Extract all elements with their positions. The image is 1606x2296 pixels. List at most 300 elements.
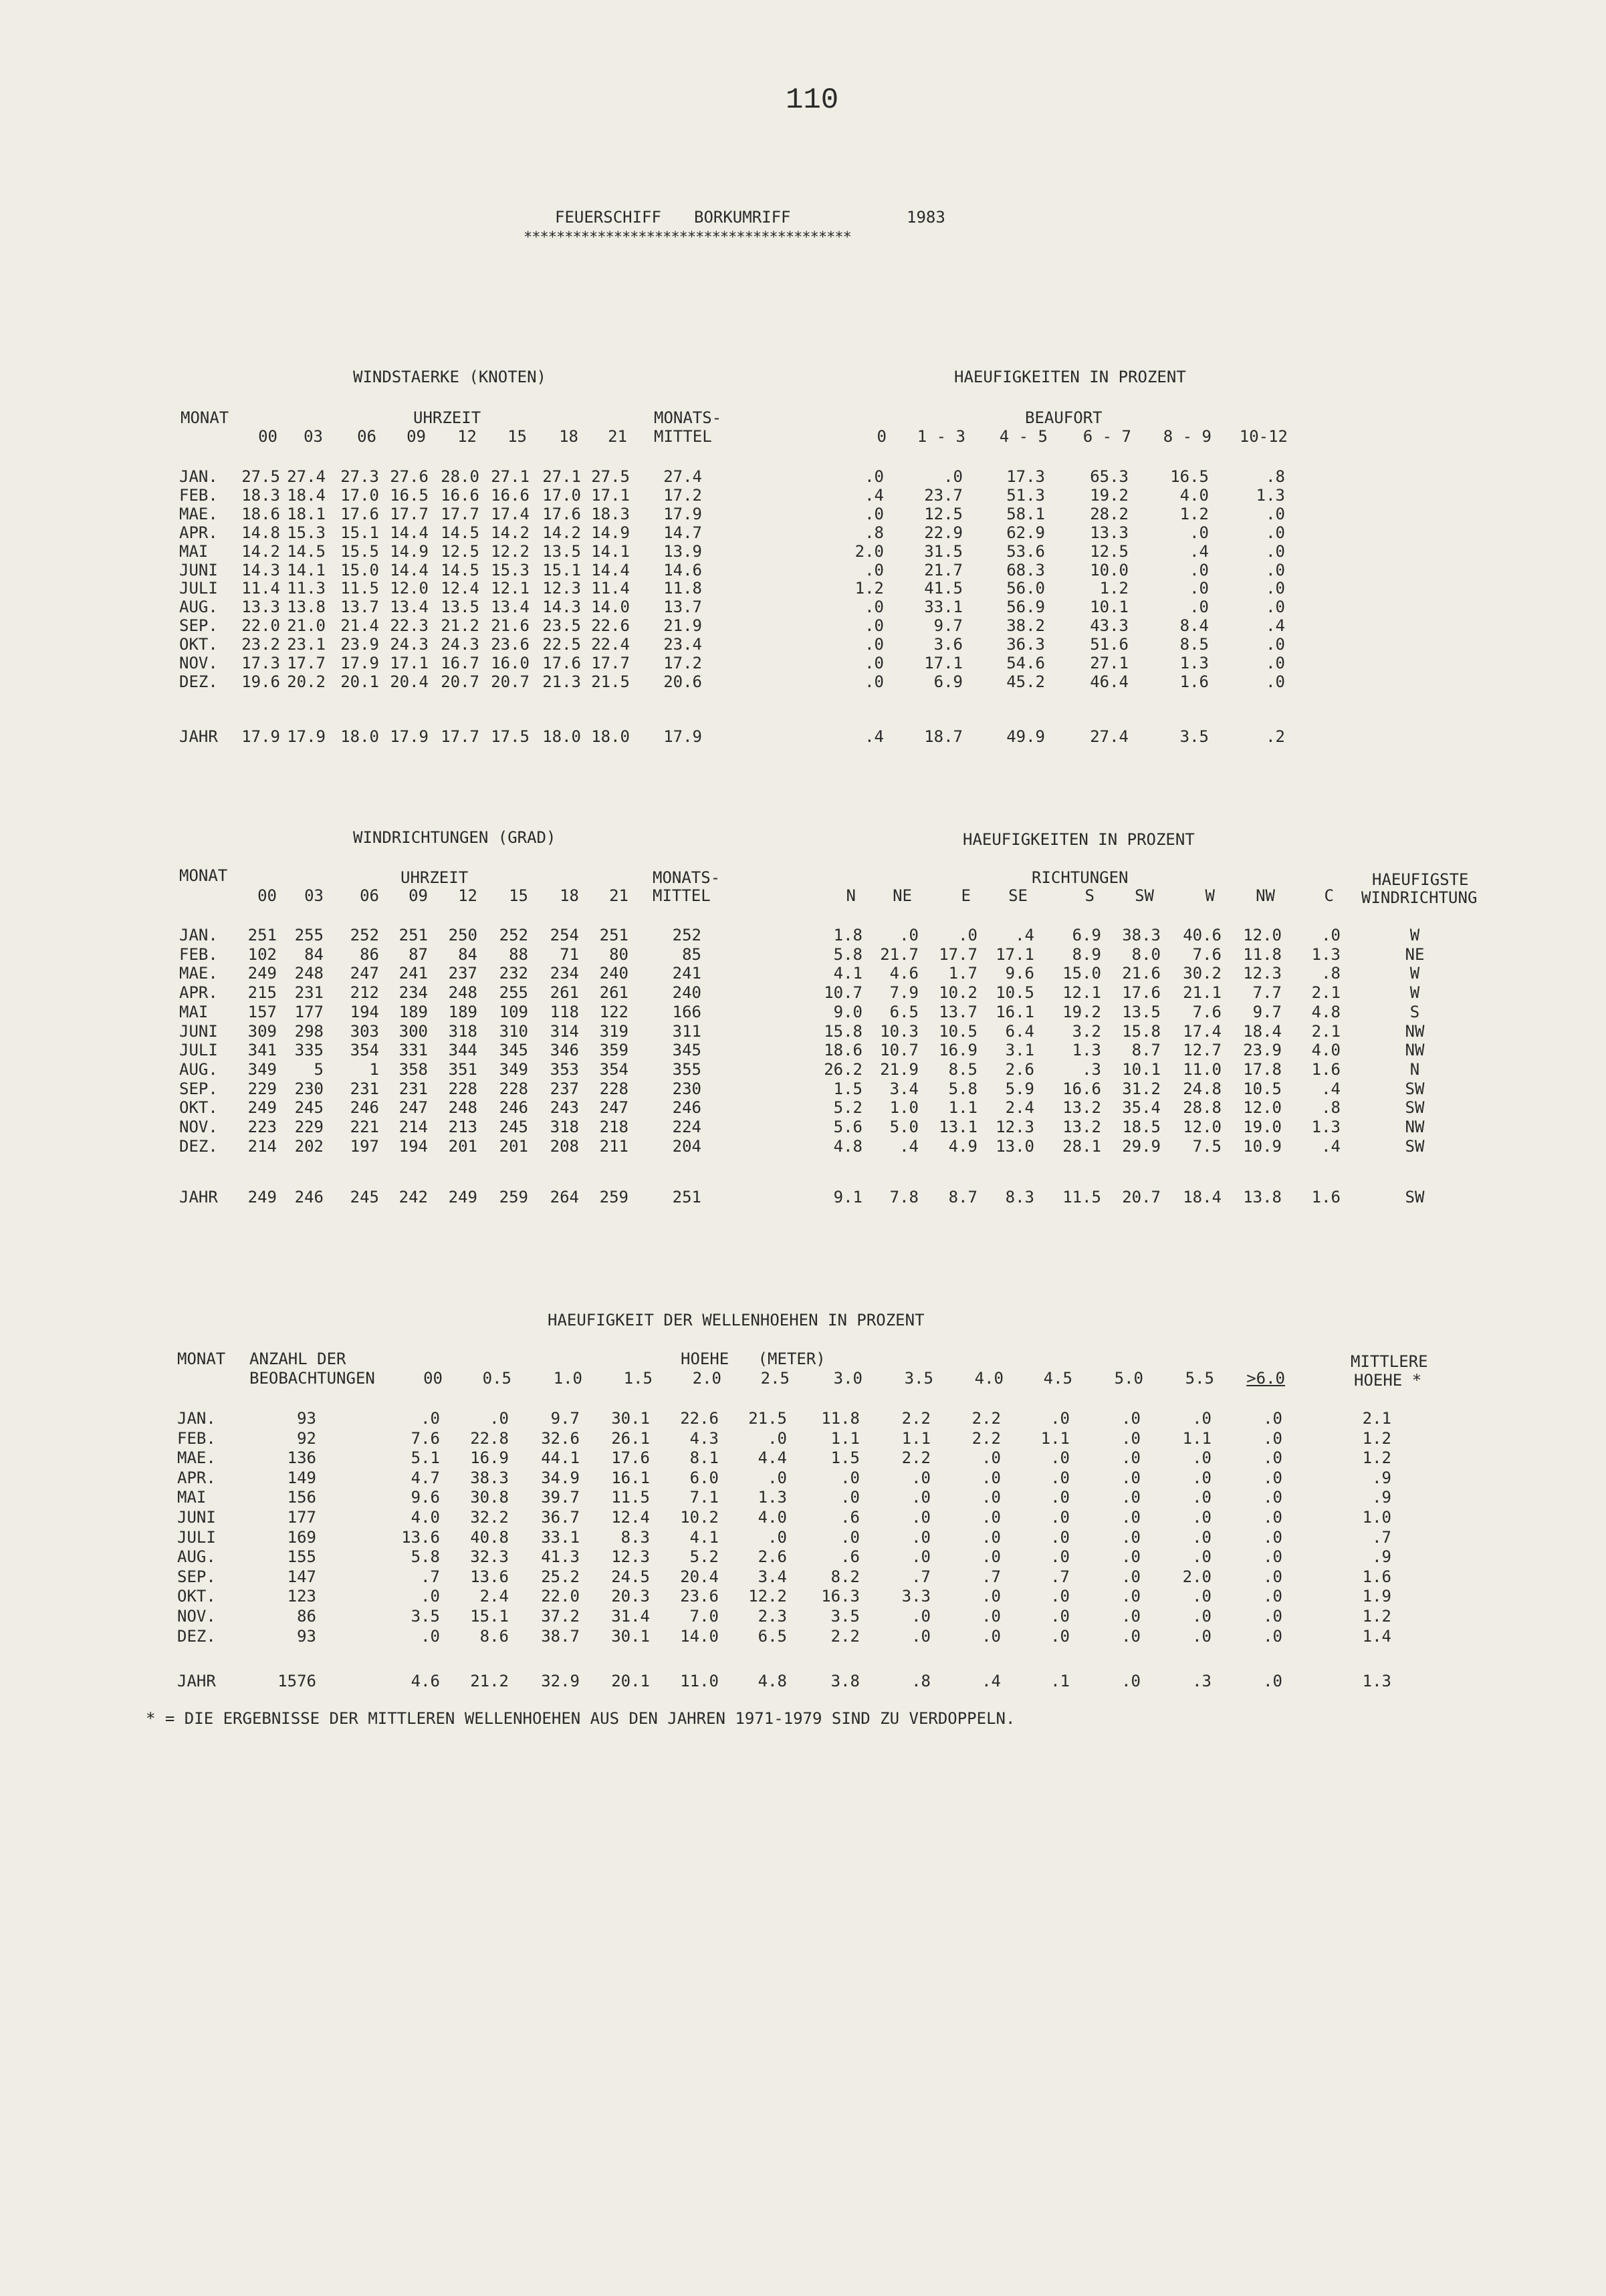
wind-direction-cell: 249 [247, 1098, 277, 1118]
beaufort-frequency-cell: .0 [1189, 560, 1209, 580]
wave-frequency-cell: 34.9 [541, 1468, 580, 1487]
direction-frequency-cell: 11.0 [1183, 1059, 1222, 1079]
most-frequent-direction-cell: W [1409, 964, 1420, 983]
direction-frequency-cell: 20.7 [1122, 1188, 1161, 1206]
wind-speed-cell: 18.6 [241, 504, 280, 523]
monthly-mean-cell: 20.6 [663, 672, 702, 691]
direction-frequency-cell: 12.0 [1183, 1118, 1222, 1136]
wind-speed-cell: 21.4 [340, 616, 379, 636]
wind-speed-cell: 18.0 [542, 727, 581, 746]
month-label: OKT. [177, 1587, 216, 1606]
wind-speed-cell: 14.1 [287, 560, 326, 580]
wind-speed-cell: 14.5 [441, 560, 479, 580]
wind-direction-cell: 228 [499, 1079, 528, 1098]
month-label: FEB. [179, 485, 218, 505]
wind-speed-cell: 22.3 [390, 616, 429, 636]
monthly-mean-cell: 311 [672, 1021, 701, 1041]
wave-mean-header-1: MITTLERE [1351, 1352, 1428, 1371]
wave-height-class-header: 4.0 [974, 1369, 1004, 1388]
month-label: DEZ. [179, 1136, 218, 1156]
wave-frequency-cell: 7.0 [689, 1607, 719, 1626]
wind-speed-cell: 17.1 [591, 485, 630, 505]
wind-speed-cell: 21.3 [542, 672, 581, 691]
beaufort-frequency-cell: .0 [1266, 635, 1285, 654]
month-label: JAHR [179, 727, 218, 746]
wind-direction-cell: 230 [294, 1079, 324, 1098]
wind-speed-cell: 12.4 [441, 579, 479, 598]
direction-frequency-cell: 16.9 [939, 1041, 978, 1060]
direction-frequency-cell: 40.6 [1183, 926, 1222, 944]
wave-frequency-cell: .0 [982, 1626, 1001, 1646]
wave-height-class-header: 3.0 [833, 1369, 863, 1388]
monthly-mean-cell: 224 [672, 1118, 701, 1136]
direction-frequency-cell: .3 [1082, 1059, 1101, 1079]
wave-frequency-cell: 13.6 [470, 1567, 509, 1586]
month-label: MAE. [179, 964, 218, 983]
wave-frequency-cell: .3 [1192, 1672, 1212, 1690]
wind-direction-cell: 189 [398, 1002, 428, 1021]
wind-speed-cell: 18.4 [287, 485, 326, 505]
beaufort-frequency-cell: .0 [1266, 579, 1285, 598]
wave-frequency-cell: .0 [1050, 1468, 1070, 1487]
direction-frequency-cell: 10.7 [824, 983, 863, 1003]
wind-speed-cell: 27.1 [542, 467, 581, 486]
wind-direction-cell: 197 [350, 1136, 379, 1156]
wind-speed-cell: 20.4 [390, 672, 429, 691]
wave-frequency-cell: 3.5 [411, 1607, 440, 1626]
wind-direction-cell: 345 [499, 1041, 528, 1060]
wave-frequency-cell: .0 [489, 1409, 509, 1428]
wind-direction-cell: 319 [599, 1021, 628, 1041]
wind-speed-cell: 22.6 [591, 616, 630, 636]
wind-direction-cell: 234 [550, 964, 579, 983]
location-name: BORKUMRIFF [694, 208, 791, 227]
wave-height-class-header: 00 [423, 1369, 443, 1388]
observation-count-cell: 156 [287, 1488, 316, 1507]
month-label: DEZ. [179, 672, 218, 691]
direction-frequency-cell: .8 [1321, 1098, 1341, 1118]
wind-direction-cell: 214 [398, 1118, 428, 1136]
monthly-mean-cell: 17.9 [663, 727, 702, 746]
wind-speed-cell: 17.9 [340, 654, 379, 672]
monthly-mean-cell: 85 [682, 944, 701, 964]
wind-speed-cell: 16.0 [491, 654, 530, 672]
wind-speed-cell: 14.5 [287, 541, 326, 561]
wind-direction-cell: 208 [550, 1136, 579, 1156]
direction-frequency-cell: 1.0 [889, 1098, 919, 1118]
direction-frequency-cell: 8.0 [1131, 944, 1161, 964]
direction-frequency-cell: 3.2 [1072, 1021, 1101, 1041]
beaufort-frequency-cell: .0 [1266, 504, 1285, 523]
wind-speed-cell: 27.1 [491, 467, 530, 486]
beaufort-frequency-cell: 62.9 [1006, 523, 1045, 542]
wind-speed-cell: 14.8 [241, 523, 280, 542]
mean-wave-height-cell: 1.9 [1362, 1587, 1391, 1606]
wave-count-header-1: ANZAHL DER [249, 1350, 346, 1368]
wind-speed-cell: 18.3 [591, 504, 630, 523]
month-label: JUNI [179, 1021, 218, 1041]
direction-frequency-cell: 10.2 [939, 983, 978, 1003]
direction-header: NE [893, 886, 912, 905]
direction-frequency-cell: 5.9 [1005, 1079, 1034, 1098]
wave-frequency-cell: .0 [1050, 1626, 1070, 1646]
wave-frequency-cell: 5.8 [411, 1547, 440, 1567]
wind-direction-mean-header-1: MONATS- [653, 868, 721, 887]
hour-header: 09 [409, 886, 428, 905]
wind-speed-cell: 15.5 [340, 541, 379, 561]
direction-frequency-cell: 9.0 [833, 1002, 863, 1021]
wave-frequency-cell: 4.6 [411, 1672, 440, 1690]
wave-frequency-cell: 32.3 [470, 1547, 509, 1567]
wave-frequency-cell: .0 [982, 1448, 1001, 1468]
wave-frequency-cell: .0 [1192, 1468, 1212, 1487]
direction-frequency-cell: 17.1 [996, 944, 1034, 964]
wave-frequency-cell: .0 [1192, 1607, 1212, 1626]
wind-speed-cell: 17.7 [591, 654, 630, 672]
wind-direction-month-header: MONAT [179, 866, 228, 885]
wave-height-class-header: 5.5 [1185, 1369, 1214, 1388]
direction-frequency-cell: 4.8 [833, 1136, 863, 1156]
month-label: MAE. [177, 1448, 216, 1468]
wind-direction-cell: 298 [294, 1021, 324, 1041]
direction-frequency-cell: 10.1 [1122, 1059, 1161, 1079]
wind-direction-cell: 353 [550, 1059, 579, 1079]
wind-direction-cell: 349 [499, 1059, 528, 1079]
wind-direction-cell: 228 [448, 1079, 477, 1098]
wind-speed-cell: 28.0 [441, 467, 479, 486]
wave-frequency-cell: .4 [982, 1672, 1001, 1690]
direction-frequency-cell: 13.5 [1122, 1002, 1161, 1021]
wave-frequency-cell: 7.6 [411, 1428, 440, 1448]
direction-frequency-cell: 26.2 [824, 1059, 863, 1079]
wave-frequency-cell: .0 [1192, 1587, 1212, 1606]
wave-frequency-cell: .0 [1192, 1488, 1212, 1507]
wave-frequency-cell: 15.1 [470, 1607, 509, 1626]
monthly-mean-cell: 240 [672, 983, 701, 1003]
wave-frequency-cell: 44.1 [541, 1448, 580, 1468]
wind-direction-cell: 213 [448, 1118, 477, 1136]
wind-direction-cell: 310 [499, 1021, 528, 1041]
wind-direction-cell: 201 [499, 1136, 528, 1156]
wind-speed-cell: 15.1 [340, 523, 379, 542]
direction-frequency-cell: 17.6 [1122, 983, 1161, 1003]
mean-wave-height-cell: 1.3 [1362, 1672, 1391, 1690]
direction-frequency-cell: 8.9 [1072, 944, 1101, 964]
wind-speed-cell: 11.4 [241, 579, 280, 598]
observation-count-cell: 1576 [277, 1672, 316, 1690]
wave-frequency-cell: 30.1 [611, 1409, 650, 1428]
direction-frequency-cell: 18.4 [1183, 1188, 1222, 1206]
wind-speed-cell: 17.7 [287, 654, 326, 672]
wind-speed-cell: 17.6 [340, 504, 379, 523]
wave-frequency-cell: .7 [421, 1567, 440, 1586]
hour-header: 06 [357, 427, 376, 446]
wave-frequency-cell: .0 [840, 1527, 860, 1547]
direction-frequency-cell: 21.9 [880, 1059, 919, 1079]
direction-frequency-cell: 13.2 [1062, 1098, 1101, 1118]
wave-height-class-header: 3.5 [904, 1369, 933, 1388]
wind-direction-cell: 84 [458, 944, 477, 964]
monthly-mean-cell: 21.9 [663, 616, 702, 636]
wave-height-class-header: 2.0 [692, 1369, 721, 1388]
beaufort-frequency-cell: .4 [1266, 616, 1285, 636]
wind-speed-cell: 24.3 [390, 635, 429, 654]
wind-direction-cell: 358 [398, 1059, 428, 1079]
beaufort-class-header: 0 [877, 427, 887, 446]
direction-frequency-cell: 16.6 [1062, 1079, 1101, 1098]
wind-speed-cell: 17.1 [390, 654, 429, 672]
page-number: 110 [786, 84, 839, 117]
direction-frequency-cell: 10.5 [939, 1021, 978, 1041]
wind-speed-cell: 12.2 [491, 541, 530, 561]
wave-frequency-cell: 4.1 [689, 1527, 719, 1547]
beaufort-frequency-cell: 9.7 [933, 616, 963, 636]
wind-speed-cell: 17.6 [542, 654, 581, 672]
wind-speed-mean-header-2: MITTEL [654, 427, 712, 446]
most-frequent-direction-header-2: WINDRICHTUNG [1361, 888, 1478, 907]
wave-frequency-cell: 31.4 [611, 1607, 650, 1626]
direction-frequency-cell: 1.7 [948, 964, 978, 983]
direction-frequency-cell: 8.5 [948, 1059, 978, 1079]
beaufort-frequency-cell: 21.7 [924, 560, 963, 580]
wind-speed-cell: 15.3 [491, 560, 530, 580]
wind-direction-cell: 335 [294, 1041, 324, 1060]
wave-frequency-cell: .0 [1121, 1672, 1141, 1690]
direction-frequency-cell: .0 [1321, 926, 1341, 944]
monthly-mean-cell: 23.4 [663, 635, 702, 654]
mean-wave-height-cell: .9 [1372, 1468, 1391, 1487]
wave-height-header: HOEHE (METER) [681, 1350, 826, 1368]
wave-frequency-cell: 11.8 [821, 1409, 860, 1428]
wind-speed-cell: 16.5 [390, 485, 429, 505]
mean-wave-height-cell: .9 [1372, 1488, 1391, 1507]
wind-speed-cell: 27.5 [241, 467, 280, 486]
wave-frequency-cell: 2.0 [1182, 1567, 1212, 1586]
month-label: JAN. [179, 467, 218, 486]
wave-height-class-header: 5.0 [1114, 1369, 1143, 1388]
wind-speed-cell: 22.0 [241, 616, 280, 636]
beaufort-frequency-cell: 27.4 [1090, 727, 1129, 746]
wave-frequency-cell: .6 [840, 1547, 860, 1567]
wave-frequency-cell: 1.1 [901, 1428, 931, 1448]
wave-frequency-cell: .0 [982, 1547, 1001, 1567]
direction-frequency-cell: 4.6 [889, 964, 919, 983]
month-label: AUG. [177, 1547, 216, 1567]
wind-direction-cell: 252 [499, 926, 528, 944]
direction-frequency-cell: 4.9 [948, 1136, 978, 1156]
wind-speed-cell: 17.4 [491, 504, 530, 523]
wave-frequency-cell: .0 [911, 1488, 931, 1507]
footnote: * = DIE ERGEBNISSE DER MITTLEREN WELLENHOEHEN AUS DEN JAHREN 1971-1979 SIND ZU VERDOPPELN. [146, 1709, 1016, 1728]
wind-speed-cell: 17.7 [441, 727, 479, 746]
wave-frequency-cell: 7.1 [689, 1488, 719, 1507]
wave-frequency-cell: .0 [911, 1468, 931, 1487]
wave-frequency-cell: 40.8 [470, 1527, 509, 1547]
beaufort-frequency-cell: .8 [1266, 467, 1285, 486]
wind-direction-cell: 229 [294, 1118, 324, 1136]
wind-speed-cell: 14.4 [390, 560, 429, 580]
wind-speed-cell: 14.2 [542, 523, 581, 542]
mean-wave-height-cell: 1.4 [1362, 1626, 1391, 1646]
direction-frequency-cell: 4.0 [1311, 1041, 1341, 1060]
wave-frequency-cell: .0 [1121, 1527, 1141, 1547]
beaufort-frequency-cell: 18.7 [924, 727, 963, 746]
wave-frequency-cell: 25.2 [541, 1567, 580, 1586]
hour-header: 03 [304, 427, 323, 446]
direction-frequency-cell: 13.7 [939, 1002, 978, 1021]
direction-frequency-cell: 12.7 [1183, 1041, 1222, 1060]
beaufort-frequency-cell: 53.6 [1006, 541, 1045, 561]
monthly-mean-cell: 14.7 [663, 523, 702, 542]
most-frequent-direction-cell: NE [1405, 944, 1425, 964]
hour-header: 12 [458, 886, 477, 905]
wave-frequency-cell: 1.1 [1040, 1428, 1070, 1448]
wind-speed-cell: 12.3 [542, 579, 581, 598]
direction-frequency-cell: 1.3 [1072, 1041, 1101, 1060]
month-label: MAE. [179, 504, 218, 523]
beaufort-frequency-cell: 22.9 [924, 523, 963, 542]
wind-direction-cell: 218 [599, 1118, 628, 1136]
observation-count-cell: 92 [297, 1428, 316, 1448]
beaufort-frequency-cell: 23.7 [924, 485, 963, 505]
wind-direction-cell: 214 [247, 1136, 277, 1156]
month-label: FEB. [179, 944, 218, 964]
direction-frequency-cell: 21.6 [1122, 964, 1161, 983]
wind-direction-cell: 247 [350, 964, 379, 983]
wave-frequency-cell: 4.4 [758, 1448, 787, 1468]
wind-speed-cell: 13.8 [287, 598, 326, 617]
wind-direction-cell: 331 [398, 1041, 428, 1060]
wave-frequency-cell: 6.5 [758, 1626, 787, 1646]
direction-frequency-cell: 28.1 [1062, 1136, 1101, 1156]
beaufort-frequency-cell: .8 [865, 523, 884, 542]
wind-direction-cell: 223 [247, 1118, 277, 1136]
monthly-mean-cell: 345 [672, 1041, 701, 1060]
wind-direction-cell: 246 [294, 1188, 324, 1206]
month-label: APR. [179, 523, 218, 542]
most-frequent-direction-cell: NW [1405, 1041, 1425, 1060]
wave-frequency-cell: .0 [768, 1527, 787, 1547]
beaufort-frequency-cell: 46.4 [1090, 672, 1129, 691]
wave-frequency-cell: 24.5 [611, 1567, 650, 1586]
monthly-mean-cell: 17.2 [663, 485, 702, 505]
wind-speed-cell: 13.4 [491, 598, 530, 617]
wave-frequency-cell: .0 [1263, 1508, 1282, 1527]
most-frequent-direction-cell: SW [1405, 1136, 1425, 1156]
wave-frequency-cell: 2.2 [971, 1428, 1001, 1448]
wave-frequency-cell: .0 [1263, 1587, 1282, 1606]
wave-frequency-cell: 39.7 [541, 1488, 580, 1507]
wave-frequency-cell: 6.0 [689, 1468, 719, 1487]
beaufort-frequency-cell: 12.5 [1090, 541, 1129, 561]
wave-frequency-cell: .0 [982, 1587, 1001, 1606]
month-label: SEP. [179, 616, 218, 636]
wind-direction-cell: 240 [599, 964, 628, 983]
month-label: MAI [177, 1488, 207, 1507]
month-label: JAN. [177, 1409, 216, 1428]
wind-direction-cell: 241 [398, 964, 428, 983]
mean-wave-height-cell: 2.1 [1362, 1409, 1391, 1428]
wave-frequency-cell: 20.3 [611, 1587, 650, 1606]
wind-speed-cell: 11.3 [287, 579, 326, 598]
wave-height-class-header: 0.5 [482, 1369, 511, 1388]
wave-frequency-cell: 22.0 [541, 1587, 580, 1606]
wind-speed-cell: 22.4 [591, 635, 630, 654]
direction-frequency-cell: 12.0 [1243, 1098, 1282, 1118]
wind-speed-cell: 16.7 [441, 654, 479, 672]
direction-frequency-cell: 11.5 [1062, 1188, 1101, 1206]
direction-frequency-cell: 7.5 [1192, 1136, 1222, 1156]
wind-direction-cell: 251 [247, 926, 277, 944]
wind-speed-cell: 14.0 [591, 598, 630, 617]
wind-direction-cell: 109 [499, 1002, 528, 1021]
wave-frequency-cell: .0 [1050, 1587, 1070, 1606]
hour-header: 21 [608, 427, 627, 446]
beaufort-frequency-cell: .0 [865, 504, 884, 523]
month-label: JAN. [179, 926, 218, 944]
wind-speed-cell: 17.9 [390, 727, 429, 746]
wave-frequency-cell: .0 [1263, 1626, 1282, 1646]
direction-frequency-cell: 1.3 [1311, 1118, 1341, 1136]
beaufort-frequency-cell: 17.3 [1006, 467, 1045, 486]
wave-height-class-header: 2.5 [760, 1369, 790, 1388]
wind-speed-cell: 17.0 [340, 485, 379, 505]
direction-frequency-cell: 2.6 [1005, 1059, 1034, 1079]
beaufort-frequency-cell: 1.3 [1256, 485, 1285, 505]
wind-speed-cell: 14.4 [390, 523, 429, 542]
mean-wave-height-cell: 1.2 [1362, 1448, 1391, 1468]
wave-frequency-cell: .0 [421, 1587, 440, 1606]
month-label: JULI [179, 579, 218, 598]
wind-direction-cell: 354 [350, 1041, 379, 1060]
wave-title: HAEUFIGKEIT DER WELLENHOEHEN IN PROZENT [548, 1311, 925, 1329]
wind-speed-cell: 14.9 [390, 541, 429, 561]
wind-direction-cell: 264 [550, 1188, 579, 1206]
wave-frequency-cell: .0 [1263, 1547, 1282, 1567]
wind-direction-cell: 248 [448, 983, 477, 1003]
wave-frequency-cell: .0 [1192, 1448, 1212, 1468]
wave-frequency-cell: 32.9 [541, 1672, 580, 1690]
observation-count-cell: 93 [297, 1626, 316, 1646]
beaufort-frequency-cell: 1.2 [1099, 579, 1129, 598]
wave-frequency-cell: 17.6 [611, 1448, 650, 1468]
wind-direction-cell: 300 [398, 1021, 428, 1041]
wind-speed-cell: 19.6 [241, 672, 280, 691]
beaufort-frequency-cell: .0 [865, 672, 884, 691]
wave-frequency-cell: .0 [982, 1607, 1001, 1626]
wind-direction-mean-header-2: MITTEL [653, 886, 711, 905]
wind-direction-cell: 228 [599, 1079, 628, 1098]
beaufort-frequency-cell: .0 [1189, 579, 1209, 598]
wind-speed-cell: 18.3 [241, 485, 280, 505]
wind-direction-cell: 84 [304, 944, 324, 964]
wave-frequency-cell: .0 [1192, 1409, 1212, 1428]
wind-direction-cell: 261 [599, 983, 628, 1003]
monthly-mean-cell: 252 [672, 926, 701, 944]
direction-frequency-cell: .4 [899, 1136, 919, 1156]
wind-direction-cell: 318 [550, 1118, 579, 1136]
most-frequent-direction-cell: NW [1405, 1118, 1425, 1136]
most-frequent-direction-cell: W [1409, 983, 1420, 1003]
direction-frequency-cell: 5.8 [833, 944, 863, 964]
month-label: SEP. [177, 1567, 216, 1586]
most-frequent-direction-cell: N [1409, 1059, 1420, 1079]
wave-frequency-cell: .0 [768, 1468, 787, 1487]
mean-wave-height-cell: 1.2 [1362, 1428, 1391, 1448]
wave-frequency-cell: 16.9 [470, 1448, 509, 1468]
wave-frequency-cell: 1.5 [830, 1448, 860, 1468]
monthly-mean-cell: 204 [672, 1136, 701, 1156]
